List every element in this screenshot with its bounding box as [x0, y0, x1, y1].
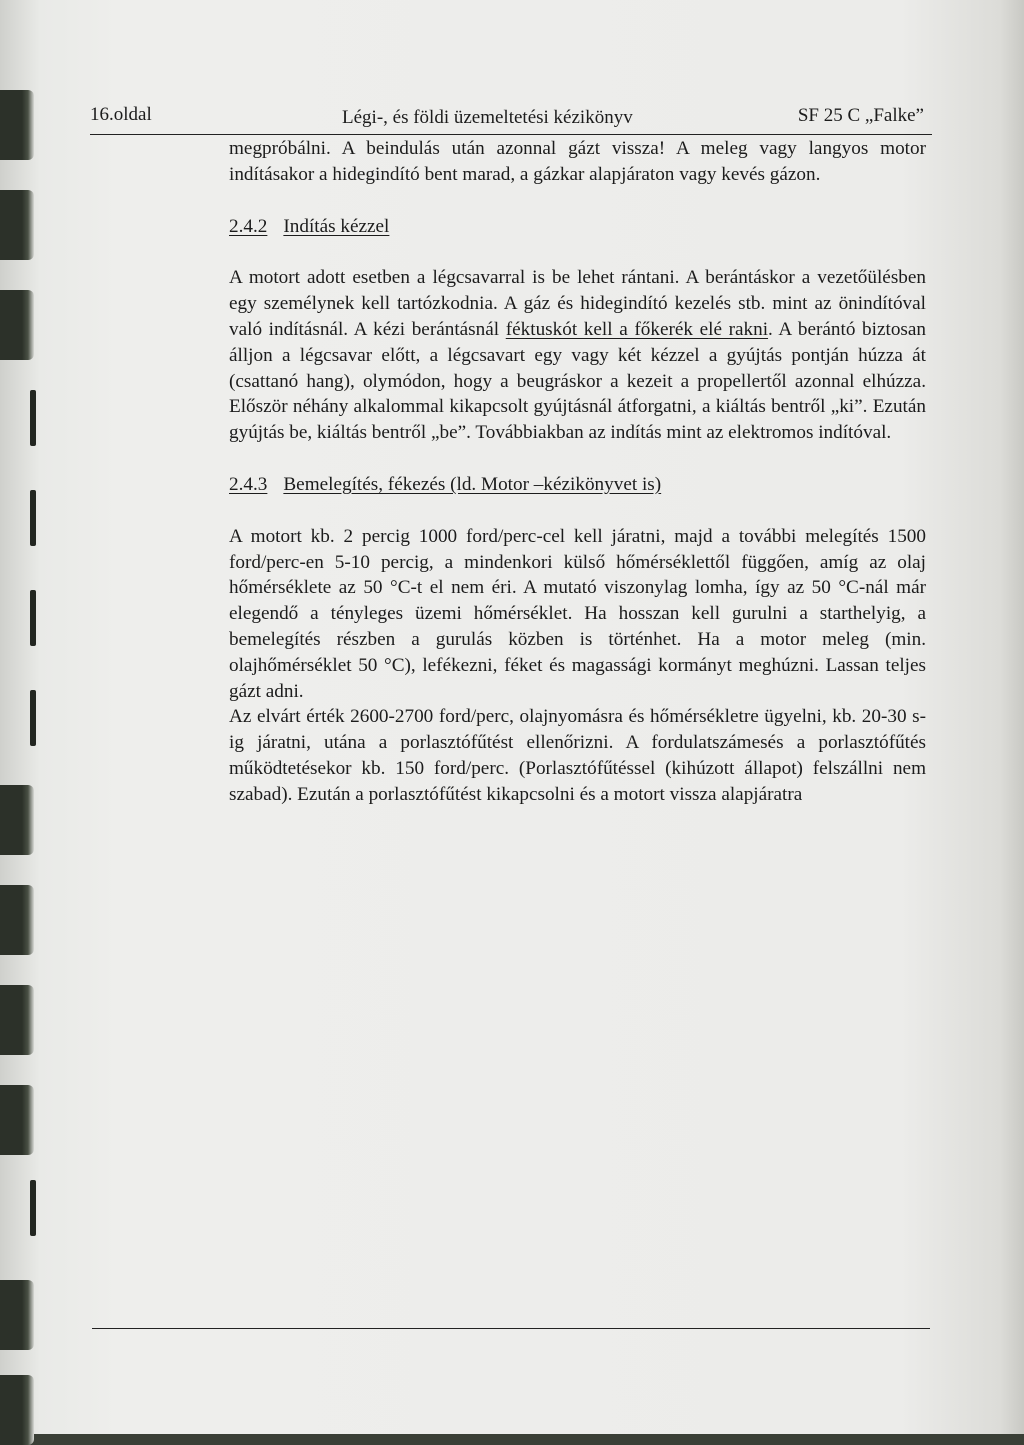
section-number: 2.4.2 [229, 215, 268, 237]
binding-ring [0, 290, 34, 360]
spiral-binding [0, 0, 48, 1434]
paragraph-text: A motort adott esetben a légcsavarral is be lehet rántani. A berántáskor a vezetőülésben egy személynek kell tartózkodnia. A gáz és hidegindító kezelés stb. mint az önindítóval való indításnál. A kézi berántásnál [229, 267, 926, 340]
binding-slot [30, 690, 36, 746]
binding-ring [0, 885, 34, 955]
underlined-warning: féktuskót kell a főkerék elé rakni [505, 318, 769, 340]
binding-slot [30, 1180, 36, 1236]
binding-slot [30, 390, 36, 446]
page-number: 16.oldal [90, 104, 152, 125]
paragraph-text: . A berántó biztosan álljon a légcsavar előtt, a légcsavart egy vagy két kézzel a gyújtás pontján húzza át (csattanó hang), olymódon, hogy a beugráskor a kezeit a propellertől azonnal elhúzza. Először néhány alkalommal kikapcsolt gyújtásnál átforgatni, a kiáltás bentről „ki”. Ezután gyújtás be, kiáltás bentről „be”. Továbbiakban az indítás mint az elektromos indítóval. [229, 318, 926, 444]
binding-ring [0, 90, 34, 160]
binding-ring [0, 985, 34, 1055]
binding-ring [0, 785, 34, 855]
intro-paragraph: megpróbálni. A beindulás után azonnal gázt vissza! A meleg vagy langyos motor indításakor a hidegindító bent marad, a gázkar alapjáraton vagy kevés gázon. [229, 138, 926, 185]
binding-ring [0, 1375, 34, 1445]
binding-ring [0, 1280, 34, 1350]
binding-slot [30, 490, 36, 546]
binding-ring [0, 190, 34, 260]
footer-rule [92, 1328, 930, 1329]
page-body [229, 136, 926, 808]
manual-title: Légi-, és földi üzemeltetési kézikönyv [342, 107, 633, 128]
section-paragraph [229, 265, 926, 446]
page-header [90, 100, 932, 135]
aircraft-model: SF 25 C „Falke” [797, 105, 924, 126]
section-heading [229, 214, 926, 240]
binding-slot [30, 590, 36, 646]
section-title: Indítás kézzel [283, 215, 390, 237]
binding-ring [0, 1085, 34, 1155]
section-heading [229, 472, 926, 498]
section-paragraph: A motort kb. 2 percig 1000 ford/perc-cel kell járatni, majd a további melegítés 1500 ford/perc-en 5-10 percig, a mindenkori külső hőmérséklettől függően, amíg az olaj hőmérséklete az 50 °C-t el nem éri. A mutató viszonylag lomha, így az 50 °C-nál már elegendő a tényleges üzemi hőmérséklet. Ha hosszan kell gurulni a starthelyig, a bemelegítés részben a gurulás közben is történhet. Ha a motor meleg (min. olajhőmérséklet 50 °C), lefékezni, féket és magassági kormányt meghúzni. Lassan teljes gázt adni. [229, 525, 926, 702]
section-title: Bemelegítés, fékezés (ld. Motor –kézikönyvet is) [283, 473, 662, 495]
section-number: 2.4.3 [229, 473, 268, 495]
section-paragraph: Az elvárt érték 2600-2700 ford/perc, olajnyomásra és hőmérsékletre ügyelni, kb. 20-30 s-ig járatni, utána a porlasztófűtést ellenőrizni. A fordulatszámesés a porlasztófűtés működtetésekor kb. 150 ford/perc. (Porlasztófűtéssel (kihúzott állapot) felszállni nem szabad). Ezután a porlasztófűtést kikapcsolni és a motort vissza alapjáratra [229, 706, 926, 805]
